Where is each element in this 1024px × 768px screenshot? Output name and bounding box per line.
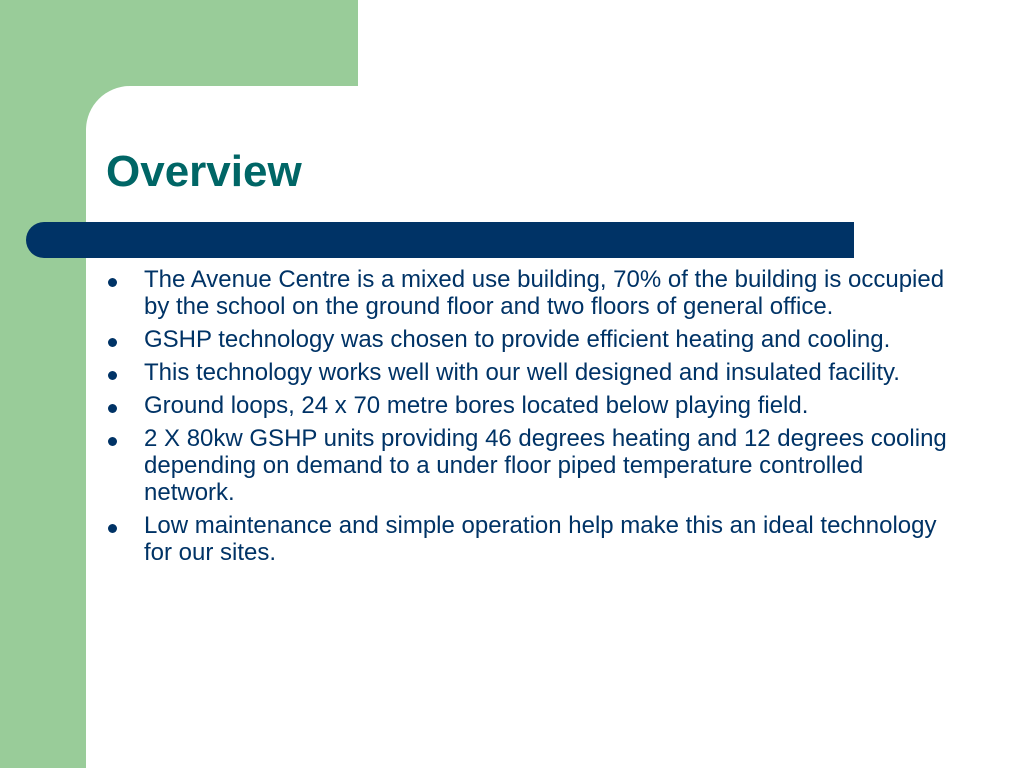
green-top-band [0, 0, 358, 86]
bullet-list [104, 266, 954, 572]
bullet-item [104, 359, 954, 386]
bullet-dot-icon [108, 371, 117, 380]
bullet-text: Ground loops, 24 x 70 metre bores located below playing field. [144, 392, 809, 419]
bullet-item [104, 266, 954, 320]
bullet-item [104, 326, 954, 353]
green-side-band [0, 0, 86, 768]
bullet-text: This technology works well with our well designed and insulated facility. [144, 359, 900, 386]
bullet-text: Low maintenance and simple operation help make this an ideal technology for our sites. [144, 512, 937, 566]
bullet-dot-icon [108, 278, 117, 287]
bullet-text: 2 X 80kw GSHP units providing 46 degrees heating and 12 degrees cooling depending on demand to a under floor piped temperature controlled network. [144, 425, 947, 506]
bullet-dot-icon [108, 338, 117, 347]
bullet-text: GSHP technology was chosen to provide efficient heating and cooling. [144, 326, 891, 353]
bullet-text: The Avenue Centre is a mixed use building, 70% of the building is occupied by the school on the ground floor and two floors of general office. [144, 266, 945, 320]
slide-title: Overview [106, 147, 302, 196]
bullet-dot-icon [108, 524, 117, 533]
bullet-item [104, 425, 954, 506]
bullet-dot-icon [108, 437, 117, 446]
bullet-item [104, 392, 954, 419]
bullet-item [104, 512, 954, 566]
title-underline-bar [26, 222, 854, 258]
bullet-dot-icon [108, 404, 117, 413]
